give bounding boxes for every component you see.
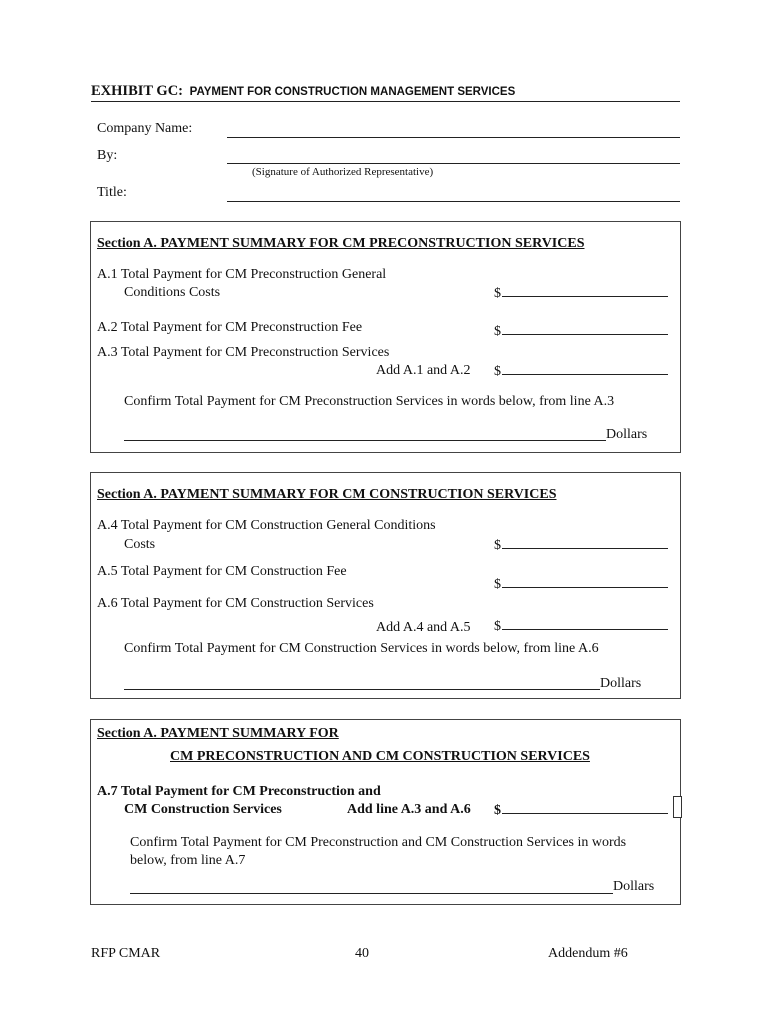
a3-label: A.3 Total Payment for CM Preconstruction Services: [97, 345, 390, 360]
page-number: 40: [355, 946, 369, 961]
exhibit-title: [91, 83, 515, 100]
exhibit-label: EXHIBIT GC:: [91, 83, 183, 99]
by-label: By:: [97, 148, 118, 163]
section1-heading: Section A. PAYMENT SUMMARY FOR CM PRECONSTRUCTION SERVICES: [97, 236, 585, 251]
footer-right: Addendum #6: [548, 946, 628, 961]
a1-amount-field[interactable]: [494, 285, 668, 302]
company-name-label: Company Name:: [97, 121, 193, 136]
a7-amount-field[interactable]: [494, 802, 668, 819]
dollar-sign: $: [494, 803, 501, 818]
a6-add-note: Add A.4 and A.5: [376, 620, 471, 635]
a7-label-cont: CM Construction Services: [124, 802, 282, 817]
signature-field[interactable]: [227, 163, 680, 164]
section3-words-field[interactable]: [130, 893, 613, 894]
signature-caption: (Signature of Authorized Representative): [252, 166, 434, 178]
a4-amount-field[interactable]: [494, 537, 668, 554]
a4-label: A.4 Total Payment for CM Construction General Conditions: [97, 518, 436, 533]
section1-confirm-text: Confirm Total Payment for CM Preconstruction Services in words below, from line A.3: [124, 394, 615, 409]
section3-dollars-label: Dollars: [613, 879, 655, 894]
section3-heading: Section A. PAYMENT SUMMARY FOR: [97, 726, 339, 741]
dollar-sign: $: [494, 619, 501, 634]
section2-words-field[interactable]: [124, 689, 600, 690]
a2-amount-field[interactable]: [494, 323, 668, 340]
title-field[interactable]: [227, 201, 680, 202]
exhibit-heading: PAYMENT FOR CONSTRUCTION MANAGEMENT SERVICES: [189, 86, 516, 98]
section1-dollars-label: Dollars: [606, 427, 648, 442]
section2-confirm-text: Confirm Total Payment for CM Construction Services in words below, from line A.6: [124, 641, 599, 656]
section3-confirm-text: Confirm Total Payment for CM Preconstruction and CM Construction Services in words: [130, 835, 627, 850]
dollar-sign: $: [494, 324, 501, 339]
section3-confirm-text-cont: below, from line A.7: [130, 853, 246, 868]
a3-amount-field[interactable]: [494, 363, 668, 380]
section2-dollars-label: Dollars: [600, 676, 642, 691]
a7-checkbox[interactable]: [673, 796, 682, 818]
a3-add-note: Add A.1 and A.2: [376, 363, 471, 378]
a2-label: A.2 Total Payment for CM Preconstruction Fee: [97, 320, 363, 335]
a6-amount-field[interactable]: [494, 618, 668, 635]
header-rule: [91, 101, 680, 102]
a4-label-cont: Costs: [124, 537, 156, 552]
company-name-field[interactable]: [227, 137, 680, 138]
a6-label: A.6 Total Payment for CM Construction Services: [97, 596, 374, 611]
dollar-sign: $: [494, 364, 501, 379]
a5-amount-field[interactable]: [494, 576, 668, 593]
section2-heading: Section A. PAYMENT SUMMARY FOR CM CONSTRUCTION SERVICES: [97, 487, 557, 502]
a1-label: A.1 Total Payment for CM Preconstruction General: [97, 267, 387, 282]
a7-label: A.7 Total Payment for CM Preconstruction and: [97, 784, 381, 799]
dollar-sign: $: [494, 286, 501, 301]
a7-add-note: Add line A.3 and A.6: [347, 802, 471, 817]
footer-left: RFP CMAR: [91, 946, 161, 961]
a5-label: A.5 Total Payment for CM Construction Fee: [97, 564, 347, 579]
dollar-sign: $: [494, 577, 501, 592]
dollar-sign: $: [494, 538, 501, 553]
title-label: Title:: [97, 185, 127, 200]
section3-heading-cont: CM PRECONSTRUCTION AND CM CONSTRUCTION SERVICES: [170, 749, 590, 764]
section1-words-field[interactable]: [124, 440, 606, 441]
a1-label-cont: Conditions Costs: [124, 285, 221, 300]
